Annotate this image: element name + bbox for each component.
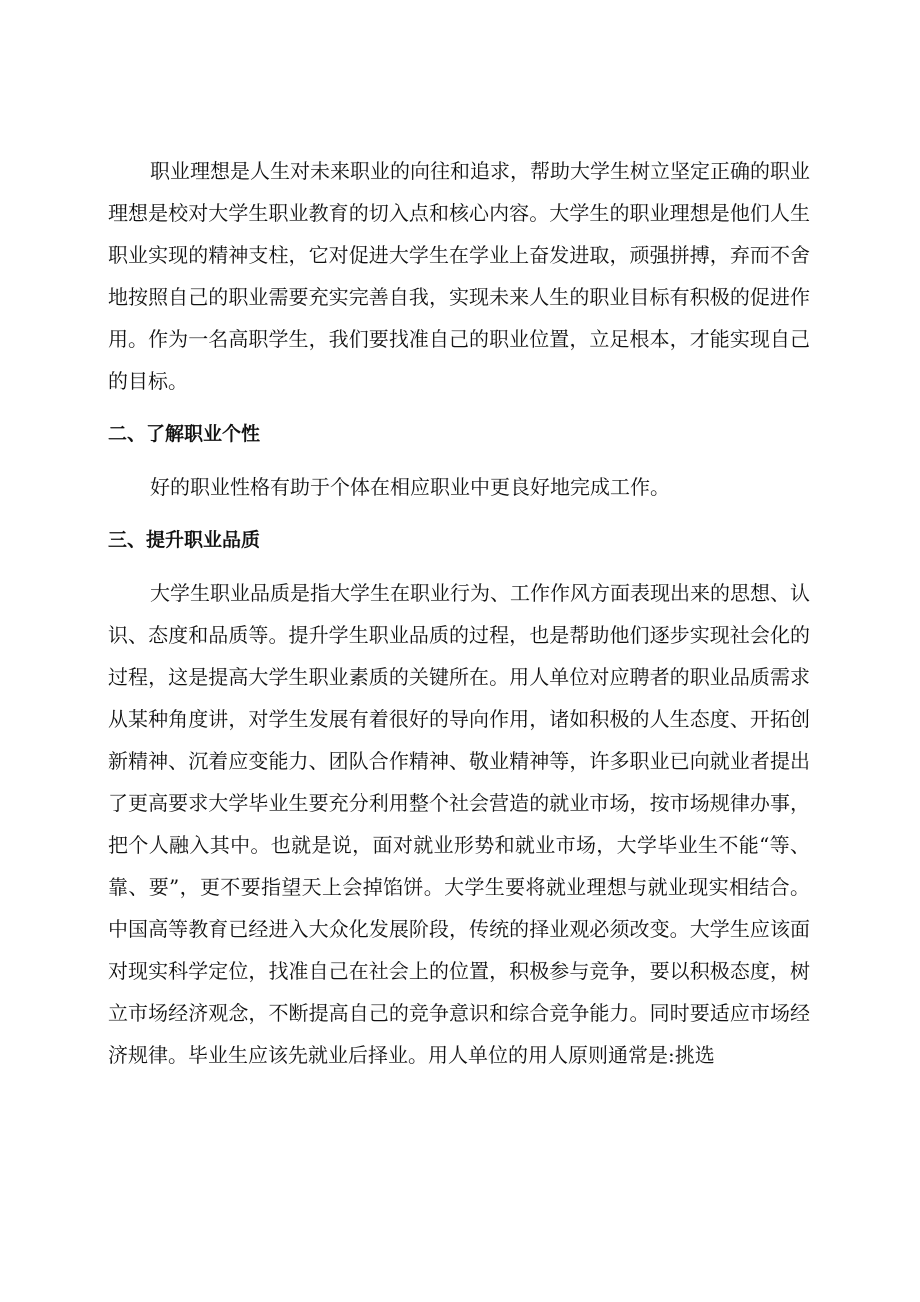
paragraph-career-personality: 好的职业性格有助于个体在相应职业中更良好地完成工作。 [150, 475, 670, 499]
section-heading-career-personality: 二、了解职业个性 [108, 423, 261, 445]
paragraph-career-quality: 大学生职业品质是指大学生在职业行为、工作作风方面表现出来的思想、认识、态度和品质等。提升学生职业品质的过程，也是帮助他们逐步实现社会化的过程，这是提高大学生职业素质的关键所在。用人单位对应聘者的职业品质需求从某种角度讲，对学生发展有着很好的导向作用，诸如积极的人生态度、开拓创新精神、沉着应变能力、团队合作精神、敬业精神等，许多职业已向就业者提出了更高要求大学毕业生要充分利用整个社会营造的就业市场，按市场规律办事，把个人融入其中。也就是说，面对就业形势和就业市场，大学毕业生不能“等、靠、要”，更不要指望天上会掉馅饼。大学生要将就业理想与就业现实相结合。中国高等教育已经进入大众化发展阶段，传统的择业观必须改变。大学生应该面对现实科学定位，找准自己在社会上的位置，积极参与竞争，要以积极态度，树立市场经济观念，不断提高自己的竞争意识和综合竞争能力。同时要适应市场经济规律。毕业生应该先就业后择业。用人单位的用人原则通常是:挑选 [108, 581, 810, 1067]
document-body [108, 150, 810, 1076]
section-heading-career-quality: 三、提升职业品质 [108, 529, 261, 551]
paragraph-career-ideal: 职业理想是人生对未来职业的向往和追求，帮助大学生树立坚定正确的职业理想是校对大学生职业教育的切入点和核心内容。大学生的职业理想是他们人生职业实现的精神支柱，它对促进大学生在学业上奋发进取，顽强拼搏，弃而不舍地按照自己的职业需要充实完善自我，实现未来人生的职业目标有积极的促进作用。作为一名高职学生，我们要找准自己的职业位置，立足根本，才能实现自己的目标。 [108, 159, 810, 393]
